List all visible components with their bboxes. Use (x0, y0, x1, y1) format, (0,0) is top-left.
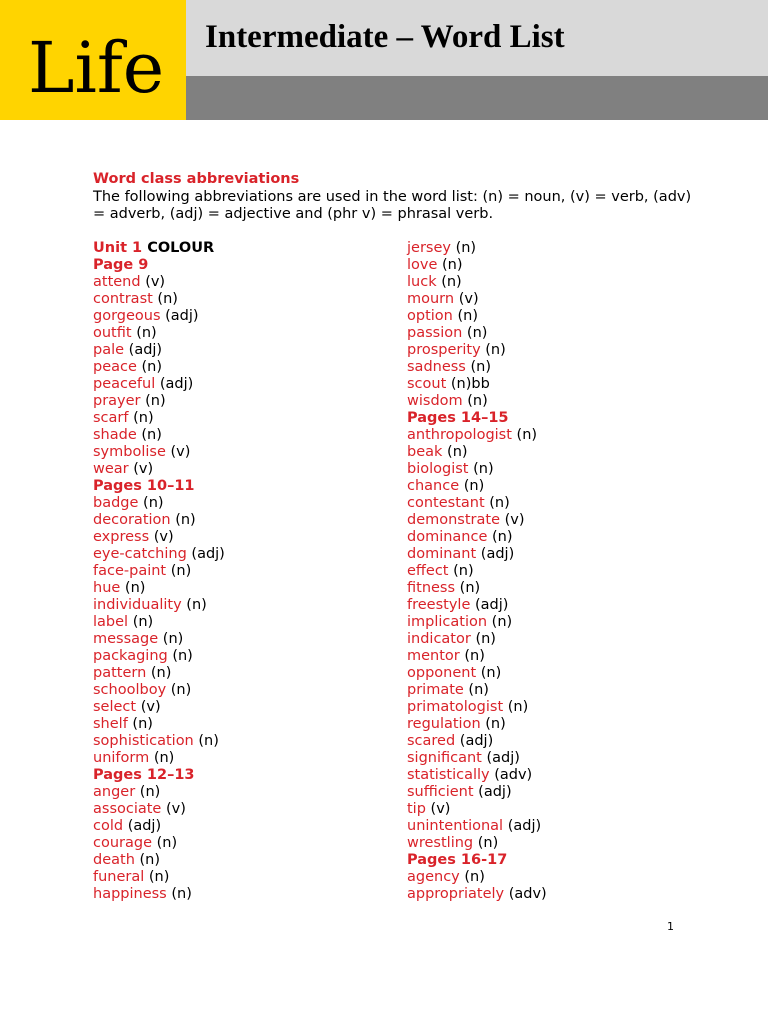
word-text: hue (93, 580, 121, 596)
word-class: (n) (157, 291, 178, 307)
word-entry (93, 325, 393, 342)
word-class: (n) (457, 308, 478, 324)
word-class: (adj) (486, 750, 520, 766)
word-entry (93, 665, 393, 682)
word-class: (adv) (508, 886, 547, 902)
word-entry (93, 359, 393, 376)
section-heading: Pages 14–15 (407, 410, 509, 426)
word-class: (n) (153, 750, 175, 766)
word-text: significant (407, 750, 482, 766)
word-class: (n) (468, 682, 489, 698)
word-class: (n) (124, 580, 146, 596)
word-text: shade (93, 427, 137, 443)
section-heading: Pages 16-17 (407, 852, 508, 868)
word-entry (407, 478, 707, 495)
word-class: (n) (467, 393, 488, 409)
word-entry (93, 682, 393, 699)
word-entry (93, 495, 393, 512)
word-class: (adj) (165, 308, 199, 324)
word-class: (n) (459, 580, 481, 596)
word-entry (93, 444, 393, 461)
word-text: funeral (93, 869, 145, 885)
abbreviations-text: The following abbreviations are used in the word list: (n) = noun, (v) = verb, (adv) = adverb, (adj) = adjective and (phr v) = phrasal verb. (93, 188, 692, 222)
word-class: (n) (441, 274, 462, 290)
word-text: cold (93, 818, 124, 834)
word-entry (407, 699, 707, 716)
word-class: (n) (132, 716, 153, 732)
word-text: peaceful (93, 376, 156, 392)
unit-label: Unit 1 (93, 240, 143, 256)
word-class: (v) (165, 801, 186, 817)
word-text: statistically (407, 767, 490, 783)
abbreviations-intro (93, 171, 693, 224)
word-class: (n) (145, 393, 166, 409)
word-entry (93, 852, 393, 869)
word-class: (n) (464, 648, 485, 664)
word-class: (n) (453, 563, 474, 579)
word-class: (n) (139, 784, 161, 800)
word-text: mentor (407, 648, 460, 664)
word-class: (n) (133, 410, 154, 426)
word-text: demonstrate (407, 512, 501, 528)
word-entry (93, 818, 393, 835)
word-class: (n) (475, 631, 496, 647)
word-entry (407, 886, 707, 903)
word-entry (407, 597, 707, 614)
word-class: (n) (148, 869, 170, 885)
word-list-right-column (407, 240, 707, 903)
word-entry (93, 563, 393, 580)
word-class: (n) (175, 512, 196, 528)
word-entry (93, 410, 393, 427)
word-text: uniform (93, 750, 150, 766)
word-entry (93, 342, 393, 359)
word-class: (n) (455, 240, 477, 256)
word-text: attend (93, 274, 141, 290)
word-entry (407, 631, 707, 648)
abbreviations-heading: Word class abbreviations (93, 171, 300, 187)
word-entry (407, 359, 707, 376)
word-entry (407, 461, 707, 478)
word-text: unintentional (407, 818, 504, 834)
word-class: (n) (442, 257, 463, 273)
word-class: (n) (489, 495, 510, 511)
word-text: jersey (407, 240, 451, 256)
word-entry (407, 495, 707, 512)
word-entry (93, 801, 393, 818)
word-class: (adj) (474, 597, 509, 613)
word-entry (407, 376, 707, 393)
word-entry (407, 818, 707, 835)
word-entry (93, 427, 393, 444)
word-class: (n) (447, 444, 468, 460)
word-text: symbolise (93, 444, 166, 460)
word-class: (n) (136, 325, 157, 341)
word-class: (n) (141, 359, 163, 375)
unit-heading (93, 240, 393, 257)
word-class: (n) (141, 427, 162, 443)
word-text: packaging (93, 648, 168, 664)
word-entry (93, 835, 393, 852)
word-class: (v) (153, 529, 174, 545)
word-text: effect (407, 563, 449, 579)
word-text: eye-catching (93, 546, 187, 562)
word-class: (n) (464, 869, 485, 885)
word-text: peace (93, 359, 137, 375)
word-class: (n)bb (450, 376, 490, 392)
word-class: (adv) (494, 767, 533, 783)
word-text: associate (93, 801, 162, 817)
word-entry (407, 529, 707, 546)
word-class: (n) (186, 597, 207, 613)
word-entry (407, 342, 707, 359)
word-text: regulation (407, 716, 481, 732)
word-text: scarf (93, 410, 129, 426)
word-text: freestyle (407, 597, 471, 613)
word-class: (adj) (159, 376, 194, 392)
word-text: anger (93, 784, 136, 800)
word-text: face-paint (93, 563, 167, 579)
title-bar (186, 0, 768, 76)
word-text: luck (407, 274, 437, 290)
word-class: (n) (480, 665, 502, 681)
word-entry (93, 461, 393, 478)
word-class: (n) (198, 733, 219, 749)
word-entry (407, 869, 707, 886)
word-class: (n) (516, 427, 538, 443)
word-text: individuality (93, 597, 182, 613)
word-text: opponent (407, 665, 477, 681)
word-class: (n) (485, 716, 506, 732)
word-class: (n) (150, 665, 172, 681)
word-list-left-column (93, 240, 393, 903)
word-class: (n) (143, 495, 164, 511)
word-entry (93, 886, 393, 903)
word-text: beak (407, 444, 443, 460)
word-text: wear (93, 461, 129, 477)
word-entry (407, 682, 707, 699)
word-text: biologist (407, 461, 469, 477)
word-text: outfit (93, 325, 132, 341)
word-class: (v) (430, 801, 451, 817)
word-text: badge (93, 495, 139, 511)
word-text: prayer (93, 393, 141, 409)
word-class: (adj) (507, 818, 542, 834)
word-text: primate (407, 682, 464, 698)
word-entry (407, 444, 707, 461)
word-entry (93, 529, 393, 546)
word-class: (n) (473, 461, 494, 477)
word-class: (v) (458, 291, 479, 307)
word-text: primatologist (407, 699, 504, 715)
word-entry (93, 784, 393, 801)
logo-text: Life (28, 27, 165, 109)
word-class: (adj) (128, 342, 163, 358)
word-class: (adj) (127, 818, 162, 834)
word-text: chance (407, 478, 460, 494)
word-class: (n) (470, 359, 491, 375)
word-text: contestant (407, 495, 485, 511)
word-entry (93, 631, 393, 648)
word-class: (n) (162, 631, 184, 647)
word-text: implication (407, 614, 488, 630)
word-class: (n) (156, 835, 178, 851)
word-class: (v) (133, 461, 154, 477)
word-class: (n) (466, 325, 488, 341)
word-text: label (93, 614, 129, 630)
word-text: select (93, 699, 137, 715)
word-entry (93, 869, 393, 886)
word-text: agency (407, 869, 460, 885)
word-text: mourn (407, 291, 455, 307)
word-entry (407, 308, 707, 325)
word-entry (407, 784, 707, 801)
section-heading: Pages 10–11 (93, 478, 195, 494)
word-entry (93, 291, 393, 308)
word-text: fitness (407, 580, 456, 596)
word-text: courage (93, 835, 153, 851)
word-text: gorgeous (93, 308, 161, 324)
word-entry (407, 665, 707, 682)
word-entry (407, 240, 707, 257)
word-class: (adj) (459, 733, 494, 749)
word-entry (407, 835, 707, 852)
word-entry (93, 393, 393, 410)
word-text: option (407, 308, 453, 324)
title-stripe (186, 76, 768, 120)
word-class: (n) (139, 852, 161, 868)
word-entry (407, 257, 707, 274)
word-entry (93, 750, 393, 767)
word-class: (n) (463, 478, 485, 494)
word-text: tip (407, 801, 426, 817)
word-text: wrestling (407, 835, 474, 851)
word-class: (v) (145, 274, 166, 290)
word-text: sadness (407, 359, 466, 375)
word-class: (adj) (191, 546, 225, 562)
word-text: decoration (93, 512, 171, 528)
word-text: dominance (407, 529, 488, 545)
word-entry (407, 614, 707, 631)
word-text: happiness (93, 886, 167, 902)
word-entry (93, 512, 393, 529)
word-text: indicator (407, 631, 471, 647)
word-text: sufficient (407, 784, 474, 800)
word-class: (n) (507, 699, 529, 715)
word-class: (n) (477, 835, 499, 851)
word-entry (93, 699, 393, 716)
word-entry (93, 648, 393, 665)
word-class: (n) (172, 648, 193, 664)
word-entry (93, 614, 393, 631)
word-class: (adj) (478, 784, 512, 800)
word-entry (407, 750, 707, 767)
word-class: (n) (170, 563, 192, 579)
word-entry (407, 801, 707, 818)
word-text: death (93, 852, 135, 868)
word-text: prosperity (407, 342, 481, 358)
word-text: express (93, 529, 150, 545)
word-text: contrast (93, 291, 153, 307)
word-class: (n) (132, 614, 154, 630)
word-text: shelf (93, 716, 128, 732)
word-text: scout (407, 376, 447, 392)
logo-box (0, 0, 186, 120)
word-text: schoolboy (93, 682, 167, 698)
word-text: passion (407, 325, 463, 341)
word-entry (93, 716, 393, 733)
section-heading: Pages 12–13 (93, 767, 195, 783)
unit-name: COLOUR (147, 240, 215, 256)
word-class: (n) (491, 614, 513, 630)
word-text: wisdom (407, 393, 463, 409)
page-title: Intermediate – Word List (205, 19, 565, 55)
word-class: (adj) (480, 546, 515, 562)
word-entry (93, 580, 393, 597)
word-entry (93, 308, 393, 325)
word-entry (407, 274, 707, 291)
word-entry (93, 733, 393, 750)
word-entry (93, 274, 393, 291)
word-class: (v) (140, 699, 161, 715)
word-entry (407, 291, 707, 308)
word-entry (407, 393, 707, 410)
section-heading: Page 9 (93, 257, 149, 273)
word-class: (n) (492, 529, 513, 545)
word-entry (407, 580, 707, 597)
word-entry (407, 546, 707, 563)
word-entry (407, 427, 707, 444)
word-entry (407, 716, 707, 733)
word-entry (407, 648, 707, 665)
word-entry (407, 325, 707, 342)
word-text: anthropologist (407, 427, 512, 443)
word-text: love (407, 257, 438, 273)
word-text: appropriately (407, 886, 505, 902)
word-class: (v) (170, 444, 191, 460)
word-class: (n) (171, 886, 192, 902)
word-class: (n) (170, 682, 192, 698)
word-entry (407, 733, 707, 750)
word-text: pattern (93, 665, 147, 681)
word-text: pale (93, 342, 125, 358)
word-class: (n) (485, 342, 506, 358)
word-text: message (93, 631, 159, 647)
word-class: (v) (504, 512, 525, 528)
word-text: scared (407, 733, 456, 749)
word-entry (93, 376, 393, 393)
word-entry (93, 546, 393, 563)
word-entry (407, 767, 707, 784)
word-entry (93, 597, 393, 614)
word-entry (407, 512, 707, 529)
word-entry (407, 563, 707, 580)
page-number: 1 (667, 920, 674, 933)
word-text: dominant (407, 546, 477, 562)
word-text: sophistication (93, 733, 194, 749)
